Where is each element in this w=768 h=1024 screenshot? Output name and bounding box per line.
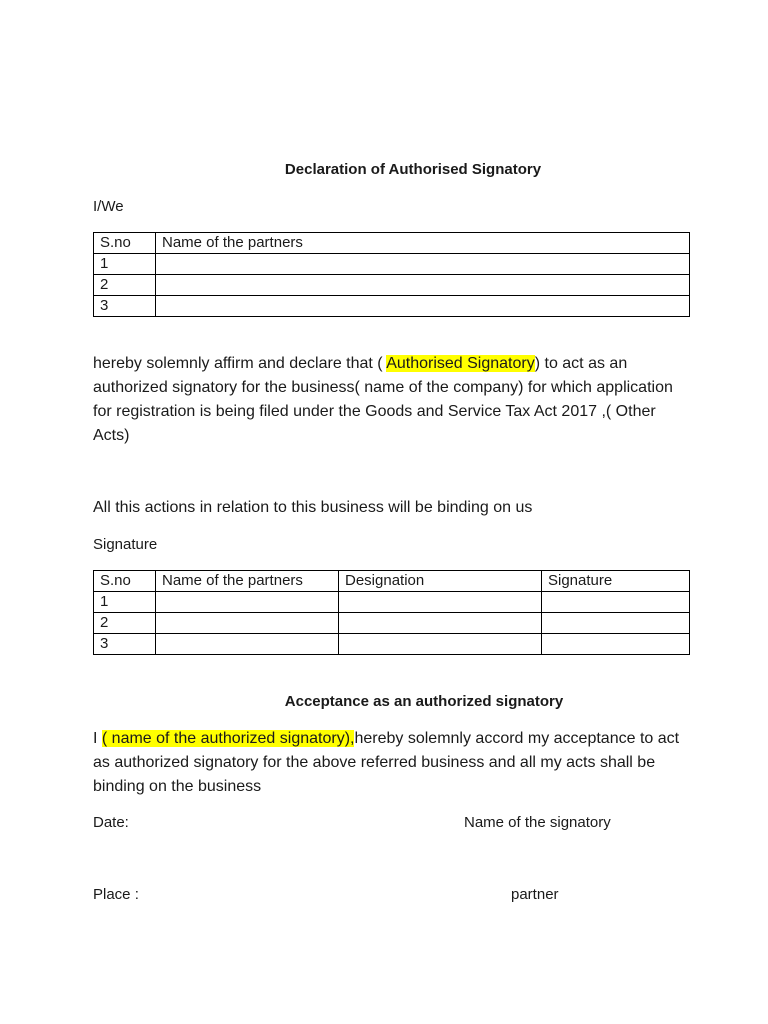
table-row: [94, 634, 690, 655]
row-number: 2: [94, 613, 156, 634]
row-number: 3: [94, 296, 156, 317]
table-row: [94, 592, 690, 613]
signature-cell: [542, 592, 690, 613]
partners-table: [93, 232, 690, 317]
table-header-row: [94, 233, 690, 254]
table-row: [94, 296, 690, 317]
signature-cell: [542, 634, 690, 655]
signatory-name-label: Name of the signatory: [464, 814, 611, 831]
acceptance-title: Acceptance as an authorized signatory: [284, 693, 564, 710]
acceptance-paragraph: [93, 727, 690, 799]
place-label: Place :: [93, 886, 139, 903]
header-designation: Designation: [339, 571, 542, 592]
header-sno: S.no: [94, 233, 156, 254]
designation-cell: [339, 592, 542, 613]
partner-label: partner: [511, 886, 559, 903]
declaration-text-start: hereby solemnly affirm and declare that (: [93, 355, 387, 372]
declaration-text-end: ) to act as an authorized signatory for the business( name of the company) for which application for registration is being filed under the Goods and Service Tax Act 2017 ,( Other Acts): [93, 355, 673, 444]
table-row: [94, 275, 690, 296]
row-number: 3: [94, 634, 156, 655]
header-partner-name: Name of the partners: [156, 233, 690, 254]
date-label: Date:: [93, 814, 129, 831]
signatory-name-highlight: ( name of the authorized signatory),: [101, 730, 355, 747]
row-number: 1: [94, 254, 156, 275]
designation-cell: [339, 613, 542, 634]
row-number: 2: [94, 275, 156, 296]
partner-name-cell: [156, 613, 339, 634]
signature-label: Signature: [93, 536, 158, 553]
signature-table: [93, 570, 690, 655]
table-header-row: [94, 571, 690, 592]
partner-name-cell: [156, 592, 339, 613]
header-sno: S.no: [94, 571, 156, 592]
acceptance-text-end: hereby solemnly accord my acceptance to act as authorized signatory for the above referred business and all my acts shall be binding on the business: [93, 730, 680, 795]
designation-cell: [339, 634, 542, 655]
signature-cell: [542, 613, 690, 634]
authorised-signatory-highlight: Authorised Signatory: [386, 355, 535, 372]
acceptance-text-start: I: [93, 730, 102, 747]
table-row: [94, 613, 690, 634]
partner-name-cell: [156, 254, 690, 275]
partner-name-cell: [156, 275, 690, 296]
table-row: [94, 254, 690, 275]
iwe-label: I/We: [93, 198, 124, 215]
header-signature: Signature: [542, 571, 690, 592]
binding-statement: All this actions in relation to this business will be binding on us: [93, 499, 533, 516]
row-number: 1: [94, 592, 156, 613]
partner-name-cell: [156, 634, 339, 655]
partner-name-cell: [156, 296, 690, 317]
header-partner-name: Name of the partners: [156, 571, 339, 592]
declaration-title: Declaration of Authorised Signatory: [284, 161, 542, 178]
declaration-paragraph: [93, 352, 690, 448]
